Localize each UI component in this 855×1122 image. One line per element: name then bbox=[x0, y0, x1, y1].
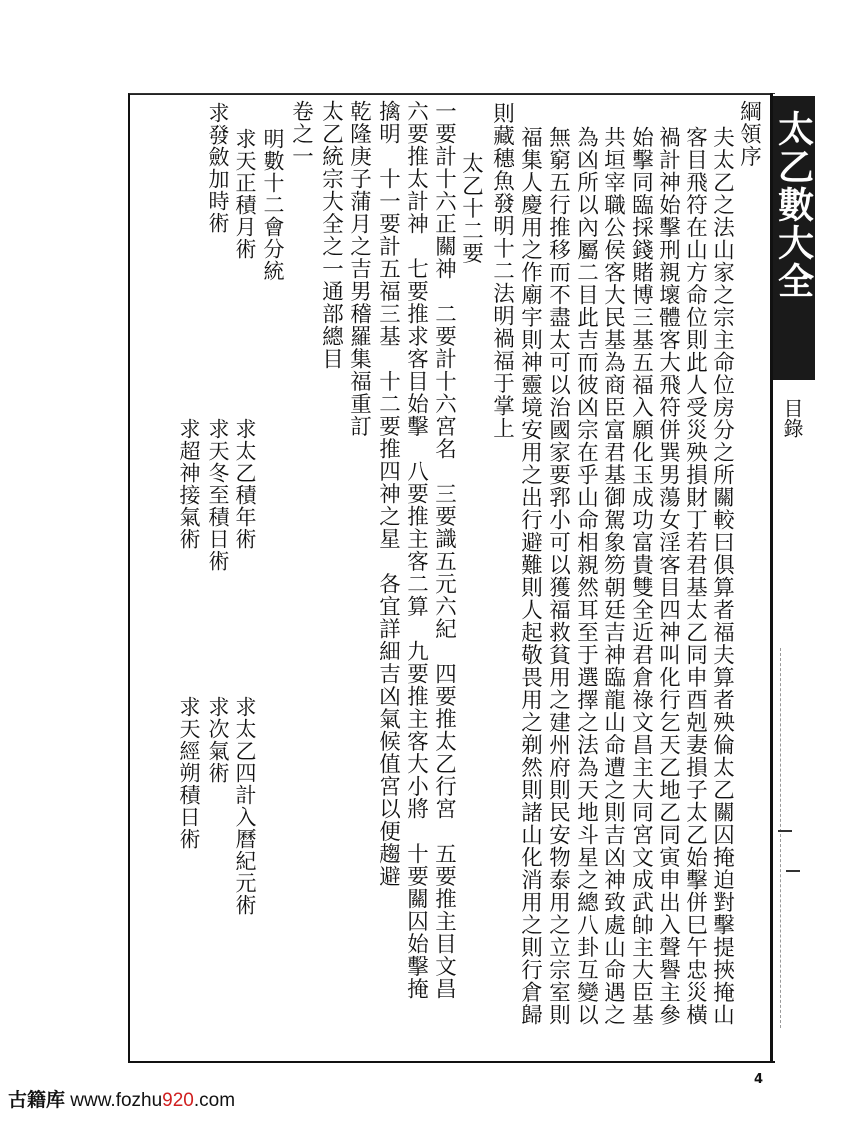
preface-column: 夫太乙之法山家之宗主命位房分之所關較曰俱算者福夫算者殃倫太乙關囚掩迫對擊提挾掩山 bbox=[709, 126, 735, 1026]
volume-label: 卷之一 bbox=[288, 100, 314, 168]
preface-column: 共垣宰職公侯客大民基為商臣富君基御駕象笏朝廷吉神臨龍山命遭之則吉凶神致處山命遇之 bbox=[600, 126, 626, 1026]
footer-url-highlight: 920 bbox=[162, 1090, 194, 1111]
margin-title-block bbox=[773, 96, 815, 368]
toc-item: 求超神接氣術 bbox=[177, 418, 201, 550]
margin-fishtail bbox=[773, 366, 815, 380]
preface-column: 則藏穗魚發明十二法明禍福于掌上 bbox=[489, 102, 515, 440]
closing-column: 太乙統宗大全之一通部總目 bbox=[318, 100, 344, 370]
margin-fold-line bbox=[780, 648, 781, 1028]
margin-title: 太乙數大全 bbox=[772, 110, 815, 300]
toc-item: 求天經朔積日術 bbox=[177, 696, 201, 850]
toc-item: 求太乙四計入曆紀元術 bbox=[233, 696, 257, 916]
preface-column: 福集人慶用之作廟宇則神靈境安用之出行避難則人起敬畏用之剃然則諸山化消用之則行倉歸 bbox=[517, 126, 543, 1026]
toc-item: 求天正積月術 bbox=[233, 128, 257, 260]
footer-site-name: 古籍库 bbox=[8, 1090, 66, 1111]
preface-column: 無窮五行推移而不盡太可以治國家要郛小可以獲福救貧用之建州府則民安物泰用之立宗室則 bbox=[545, 126, 571, 1026]
essentials-column: 六要推太計神 七要推求客目始擊 八要推主客二算 九要推主客大小將 十要關囚始擊掩 bbox=[403, 100, 429, 1000]
essentials-column: 擒明 十一要計五福三基 十二要推四神之星 各宜詳細吉凶氣候值宮以便趨避 bbox=[375, 100, 401, 888]
margin-mark bbox=[786, 870, 800, 872]
toc-item: 求次氣術 bbox=[206, 696, 230, 784]
sub-heading: 太乙十二要 bbox=[458, 152, 484, 265]
preface-column: 為凶所以內屬二目此吉而彼凶宗在乎山命相親然耳至于選擇之法為天地斗星之總八卦互變以 bbox=[573, 126, 599, 1026]
margin-section-label: 目錄 bbox=[780, 398, 804, 438]
preface-column: 禍計神始擊刑親壞體客大飛符併巽男蕩女淫客目四神叫化行乞天乙地乙同寅申出入聲譽主參 bbox=[655, 126, 681, 1026]
preface-column: 客目飛符在山方命位則此人受災殃損財丁若君基太乙同申酉剋妻損子太乙始擊併巳午忠災橫 bbox=[682, 126, 708, 1026]
toc-item: 求發斂加時術 bbox=[206, 102, 230, 234]
footer-url-suffix: .com bbox=[193, 1090, 236, 1111]
margin-mark bbox=[778, 830, 792, 832]
preface-column: 始擊同臨採錢賭博三基五福入願化玉成功富貴雙全近君倉祿文昌主大同宮文成武帥主大臣基 bbox=[628, 126, 654, 1026]
toc-item: 求天冬至積日術 bbox=[206, 418, 230, 572]
page-number: 4 bbox=[754, 1072, 764, 1087]
toc-item: 明數十二會分統 bbox=[261, 128, 285, 282]
essentials-column: 一要計十六正關神 二要計十六宮名 三要識五元六紀 四要推太乙行宮 五要推主目文昌 bbox=[431, 100, 457, 1000]
heading: 綱領序 bbox=[736, 100, 762, 168]
toc-item: 求太乙積年術 bbox=[233, 418, 257, 550]
footer-url-prefix: www.fozhu bbox=[70, 1090, 163, 1111]
footer-watermark bbox=[8, 1085, 235, 1112]
closing-column: 乾隆庚子蒲月之吉男稽羅集福重訂 bbox=[346, 100, 372, 438]
